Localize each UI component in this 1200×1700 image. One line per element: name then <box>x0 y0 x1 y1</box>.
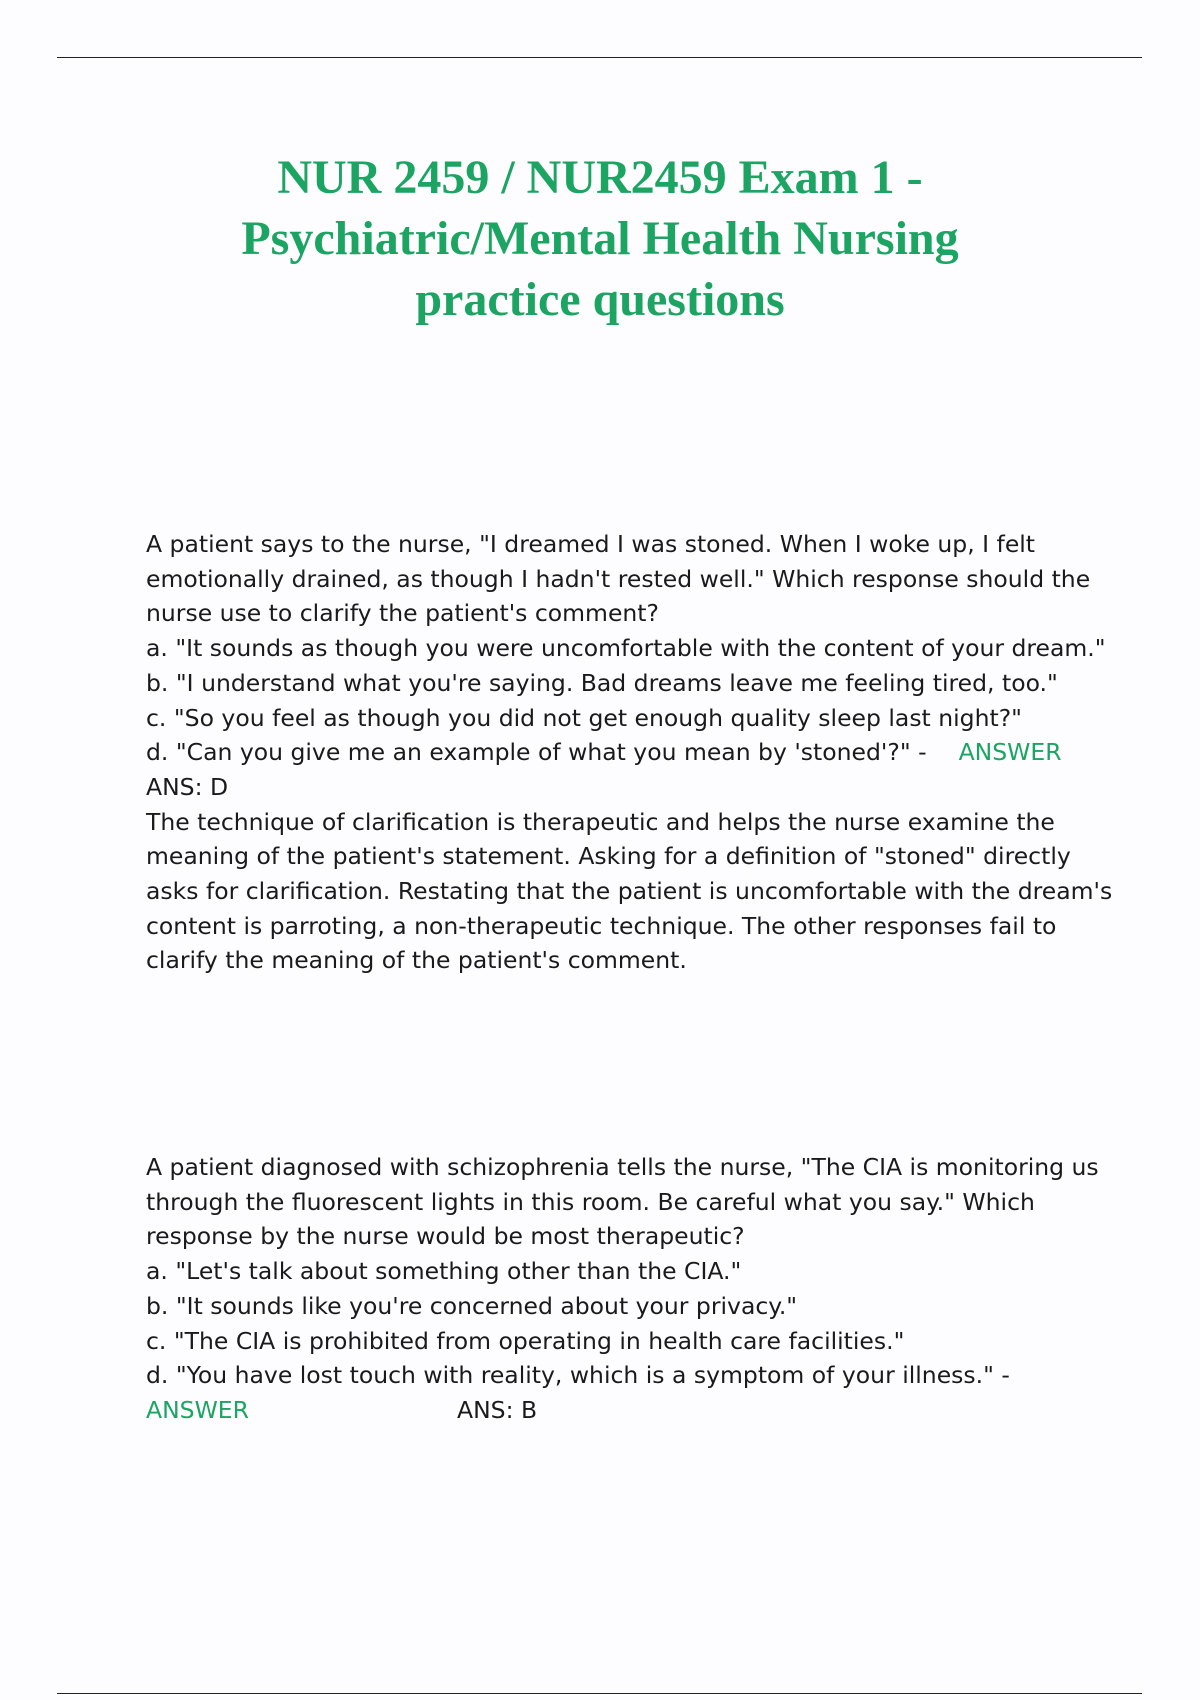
question-2-answer-row <box>146 1393 1106 1428</box>
question-2-answer: ANS: B <box>457 1395 538 1424</box>
top-rule <box>57 57 1142 58</box>
question-1-rationale-line: meaning of the patient's statement. Asking for a definition of "stoned" directly <box>146 842 1071 871</box>
title-line-2: Psychiatric/Mental Health Nursing <box>241 212 959 265</box>
question-1-answer: ANS: D <box>146 772 229 801</box>
bottom-rule <box>57 1693 1142 1694</box>
question-2-stem-line: response by the nurse would be most therapeutic? <box>146 1222 745 1251</box>
question-2-option-a: a. "Let's talk about something other than the CIA." <box>146 1257 742 1286</box>
answer-label: ANSWER <box>958 738 1062 767</box>
question-1-option-b: b. "I understand what you're saying. Bad dreams leave me feeling tired, too." <box>146 668 1058 697</box>
question-2-stem-line: A patient diagnosed with schizophrenia tells the nurse, "The CIA is monitoring us <box>146 1153 1099 1181</box>
answer-label: ANSWER <box>146 1395 249 1424</box>
question-2-stem-line: through the fluorescent lights in this room. Be careful what you say." Which <box>146 1187 1035 1216</box>
question-1-stem-line: A patient says to the nurse, "I dreamed I was stoned. When I woke up, I felt <box>146 530 1036 558</box>
question-1-rationale-line: asks for clarification. Restating that the patient is uncomfortable with the dream's <box>146 877 1113 906</box>
question-2-option-c: c. "The CIA is prohibited from operating in health care facilities." <box>146 1326 905 1355</box>
question-1-option-d: d. "Can you give me an example of what you mean by 'stoned'?" - <box>146 738 927 767</box>
title-line-3: practice questions <box>415 273 785 326</box>
question-2-option-b: b. "It sounds like you're concerned about your privacy." <box>146 1291 798 1320</box>
question-1-rationale-line: The technique of clarification is therapeutic and helps the nurse examine the <box>146 807 1055 836</box>
title-line-1: NUR 2459 / NUR2459 Exam 1 - <box>277 151 923 204</box>
question-1-option-c: c. "So you feel as though you did not get enough quality sleep last night?" <box>146 703 1022 732</box>
question-2 <box>146 1150 1106 1428</box>
question-1 <box>146 527 1113 978</box>
question-1-stem-line: nurse use to clarify the patient's comment? <box>146 599 659 628</box>
question-1-rationale-line: content is parroting, a non-therapeutic technique. The other responses fail to <box>146 911 1057 940</box>
question-2-option-d: d. "You have lost touch with reality, which is a symptom of your illness." - <box>146 1361 1010 1390</box>
document-title <box>120 147 1080 330</box>
question-1-stem-line: emotionally drained, as though I hadn't rested well." Which response should the <box>146 564 1091 593</box>
question-1-option-a: a. "It sounds as though you were uncomfortable with the content of your dream." <box>146 634 1106 663</box>
question-1-rationale-line: clarify the meaning of the patient's comment. <box>146 946 687 975</box>
question-1-option-d-row <box>146 735 1106 770</box>
